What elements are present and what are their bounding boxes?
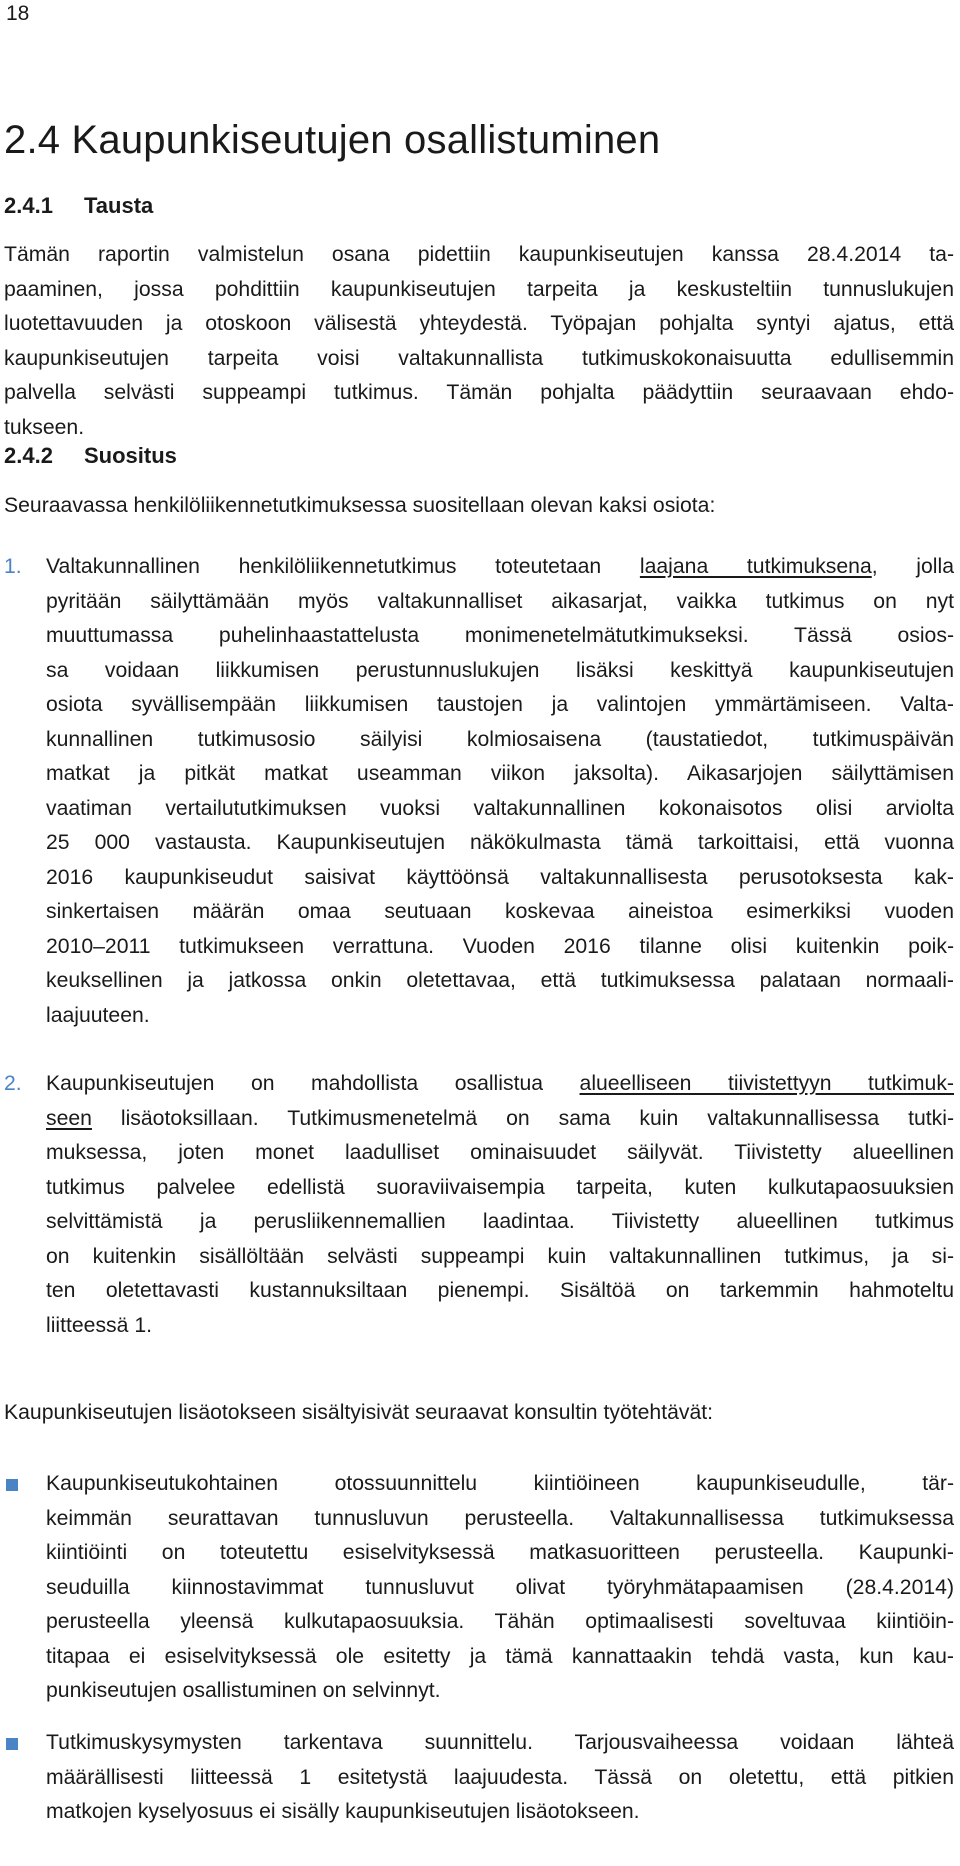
text-line: tukseen. [4, 415, 85, 439]
text-line [46, 861, 954, 896]
text-line: Kaupunkiseutukohtainen otossuunnittelu kiintiöineen kaupunkiseudulle, tär- [46, 1472, 954, 1495]
text-line [46, 895, 954, 930]
subsection-number: 2.4.1 [4, 193, 53, 218]
text-line [46, 1240, 954, 1275]
text-segment: 25 000 vastausta. Kaupunkiseutujen näkökulmasta tämä tarkoittaisi, että vuonna [46, 831, 954, 854]
text-line [46, 550, 954, 585]
text-segment: tutkimus palvelee edellistä suoraviivaisempia tarpeita, kuten kulkutapaosuuksien [46, 1175, 954, 1199]
text-line: punkiseutujen osallistuminen on selvinnyt. [46, 1679, 441, 1702]
text-line: määrällisesti liitteessä 1 esitetystä laajuudesta. Tässä on oletettu, että pitkien [46, 1765, 954, 1789]
text-line [46, 1171, 954, 1206]
item-body [46, 550, 954, 1033]
text-segment: muuttumassa puhelinhaastattelusta monimenetelmätutkimukseksi. Tässä osios- [46, 624, 954, 647]
text-segment: Kaupunkiseutujen on mahdollista osallistua [46, 1072, 580, 1095]
text-segment: selvittämistä ja perusliikennemallien laadintaa. Tiivistetty alueellinen tutkimus [46, 1210, 954, 1233]
text-segment: kunnallinen tutkimusosio säilyisi kolmiosaisena (taustatiedot, tutkimuspäivän [46, 727, 954, 751]
subsection-heading-suositus [4, 443, 177, 469]
text-line [46, 964, 954, 999]
subsection-title: Tausta [84, 193, 154, 218]
text-line [46, 1274, 954, 1309]
text-segment: Valtakunnallinen henkilöliikennetutkimus toteutetaan [46, 555, 640, 578]
subsection-title: Suositus [84, 443, 177, 468]
subsection-heading-tausta [4, 193, 153, 219]
text-segment: muksessa, joten monet laadulliset ominaisuudet säilyvät. Tiivistetty alueellinen [46, 1141, 954, 1164]
text-segment: 2016 kaupunkiseudut saisivat käyttöönsä valtakunnallisesta perusotoksesta kak- [46, 865, 954, 889]
text-line: palvella selvästi suppeampi tutkimus. Tämän pohjalta päädyttiin seuraavaan ehdo- [4, 381, 954, 404]
item-body [46, 1067, 954, 1343]
tasks-intro [4, 1396, 954, 1431]
text-line [46, 930, 954, 965]
text-segment: osiota syvällisempään liikkumisen taustojen ja valintojen ymmärtämiseen. Valta- [46, 693, 954, 716]
text-segment: pyritään säilyttämään myös valtakunnalliset aikasarjat, vaikka tutkimus on nyt [46, 589, 954, 613]
text-segment: matkat ja pitkät matkat useamman viikon jaksolta). Aikasarjojen säilyttämisen [46, 762, 954, 785]
text-line: seuduilla kiinnostavimmat tunnusluvut olivat työryhmätapaamisen (28.4.2014) [46, 1575, 954, 1599]
bullet-body [46, 1467, 954, 1709]
text-line [46, 1136, 954, 1171]
text-line: matkojen kyselyosuus ei sisälly kaupunkiseutujen lisäotokseen. [46, 1800, 640, 1823]
text-segment: laajuuteen. [46, 1003, 150, 1027]
tausta-paragraph [4, 238, 954, 445]
text-line [46, 1309, 954, 1344]
bullet-square-icon [6, 1479, 18, 1491]
item-number: 2. [4, 1072, 22, 1095]
suositus-intro [4, 489, 954, 524]
text-line: kiintiöinti on toteutettu esiselvityksessä matkasuoritteen perusteella. Kaupunki- [46, 1541, 954, 1564]
text-line: perusteella yleensä kulkutapaosuuksia. Tähän optimaalisesti soveltuvaa kiintiöin- [46, 1610, 954, 1633]
text-segment: keuksellinen ja jatkossa onkin oletettavaa, että tutkimuksessa palataan normaali- [46, 969, 954, 992]
bullet-square-icon [6, 1738, 18, 1750]
text-segment: sinkertaisen määrän omaa seutuaan koskevaa aineistoa esimerkiksi vuoden [46, 900, 954, 923]
section-heading: 2.4 Kaupunkiseutujen osallistuminen [4, 118, 661, 162]
text-segment: ten oletettavasti kustannuksiltaan pienempi. Sisältöä on tarkemmin hahmoteltu [46, 1279, 954, 1302]
text-line: titapaa ei esiselvityksessä ole esitetty ja tämä kannattaakin tehdä vasta, kun kau- [46, 1644, 954, 1668]
text-line [46, 1205, 954, 1240]
text-line [46, 619, 954, 654]
text-segment: sa voidaan liikkumisen perustunnuslukujen lisäksi keskittyä kaupunkiseutujen [46, 658, 954, 682]
item-number: 1. [4, 555, 22, 578]
text-line: keimmän seurattavan tunnusluvun perusteella. Valtakunnallisessa tutkimuksessa [46, 1506, 954, 1530]
emphasized-term: seen [46, 1106, 92, 1130]
text-line [46, 585, 954, 620]
text-line: paaminen, jossa pohdittiin kaupunkiseutujen tarpeita ja keskusteltiin tunnuslukujen [4, 277, 954, 301]
text-line [46, 1102, 954, 1137]
subsection-number: 2.4.2 [4, 443, 53, 468]
text-line: Tämän raportin valmistelun osana pidettiin kaupunkiseutujen kanssa 28.4.2014 ta- [4, 243, 954, 266]
text-line: luotettavuuden ja otoskoon välisestä yhteydestä. Työpajan pohjalta syntyi ajatus, että [4, 312, 954, 335]
text-line [46, 792, 954, 827]
bullet-body [46, 1726, 954, 1830]
text-segment: vaatiman vertailututkimuksen vuoksi valtakunnallinen kokonaisotos olisi arviolta [46, 796, 954, 820]
tasks-intro-text: Kaupunkiseutujen lisäotokseen sisältyisivät seuraavat konsultin työtehtävät: [4, 1401, 714, 1424]
text-segment: 2010–2011 tutkimukseen verrattuna. Vuoden 2016 tilanne olisi kuitenkin poik- [46, 934, 954, 958]
text-line [46, 999, 954, 1034]
text-line [46, 688, 954, 723]
intro-text: Seuraavassa henkilöliikennetutkimuksessa suositellaan olevan kaksi osiota: [4, 494, 716, 517]
text-segment: liitteessä 1. [46, 1313, 152, 1337]
text-segment: , jolla [871, 555, 954, 578]
text-line [46, 654, 954, 689]
emphasized-term: alueelliseen tiivistettyyn tutkimuk- [579, 1072, 954, 1095]
text-line: Tutkimuskysymysten tarkentava suunnittelu. Tarjousvaiheessa voidaan lähteä [46, 1731, 954, 1754]
emphasized-term: laajana tutkimuksena [639, 555, 872, 578]
text-line [46, 723, 954, 758]
text-line [46, 826, 954, 861]
text-segment: lisäotoksillaan. Tutkimusmenetelmä on sama kuin valtakunnallisessa tutki- [91, 1106, 954, 1130]
text-segment: on kuitenkin sisällöltään selvästi suppeampi kuin valtakunnallinen tutkimus, ja si- [46, 1244, 954, 1268]
text-line [46, 757, 954, 792]
page-number: 18 [6, 2, 30, 25]
text-line [46, 1067, 954, 1102]
text-line: kaupunkiseutujen tarpeita voisi valtakunnallista tutkimuskokonaisuutta edullisemmin [4, 346, 954, 370]
